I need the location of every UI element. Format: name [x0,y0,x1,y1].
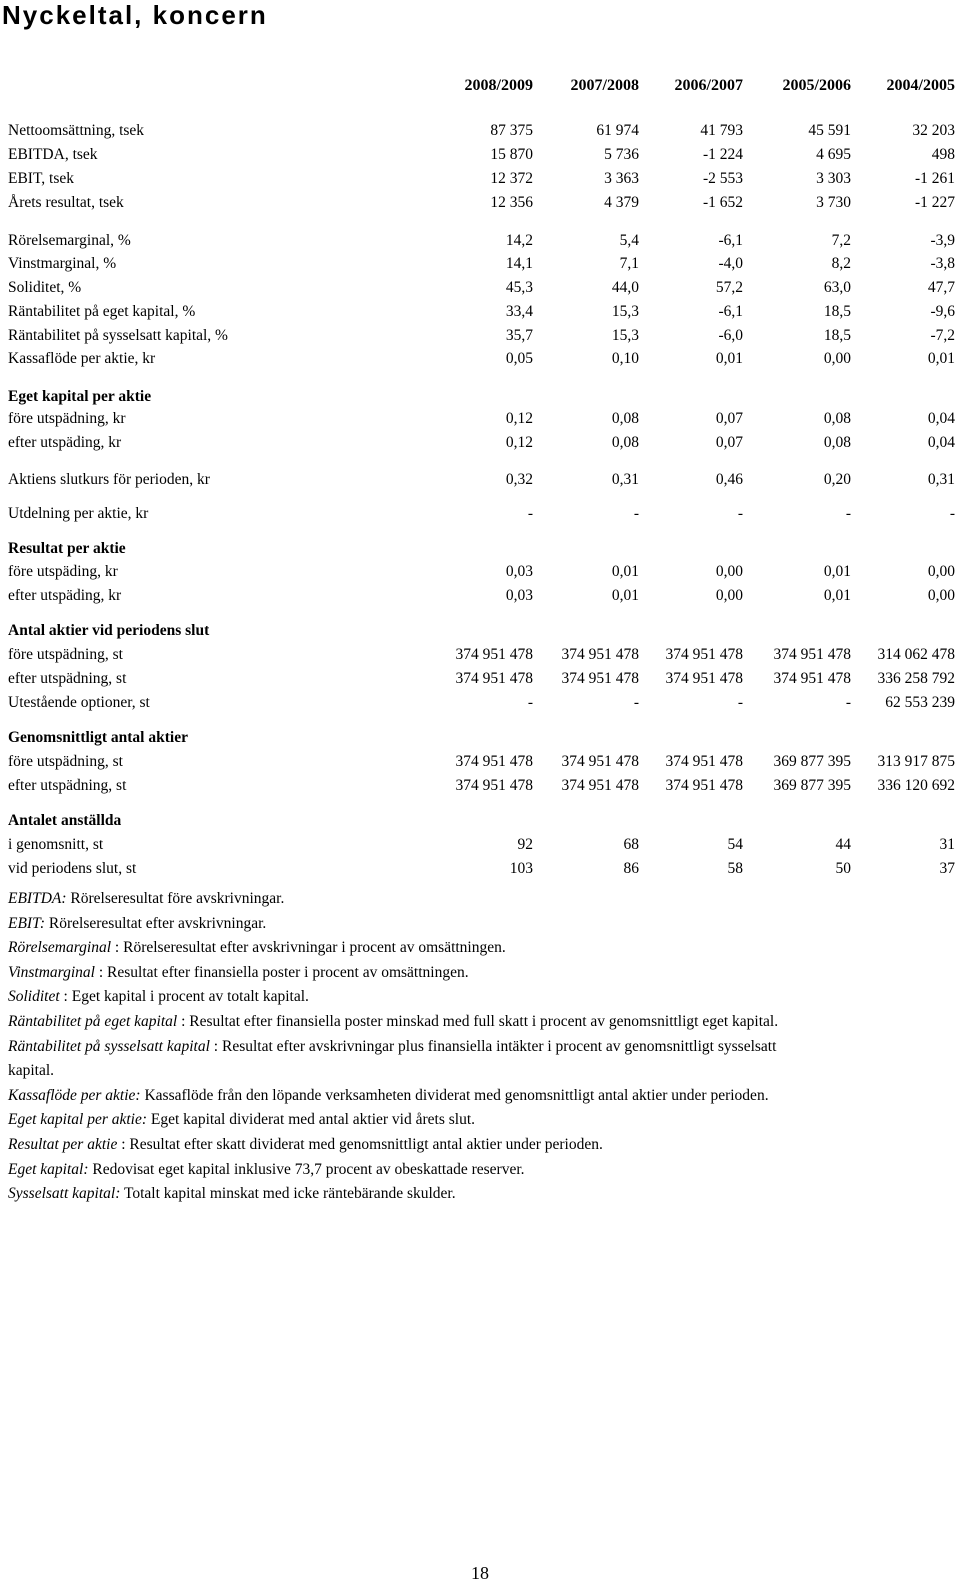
table-cell: -1 227 [914,194,955,211]
table-cell: 0,10 [611,350,639,367]
definition-text: Totalt kapital minskat med icke räntebärande skulder. [120,1185,456,1203]
table-cell: 18,5 [823,327,851,344]
table-cell: 0,31 [611,471,639,488]
definition-note [8,1182,788,1207]
table-cell: 0,32 [505,471,533,488]
table-cell: - [527,505,533,522]
table-cell: 0,20 [823,471,851,488]
row-label: Räntabilitet på eget kapital, % [8,303,196,320]
definition-text: Rörelseresultat före avskrivningar. [66,890,285,907]
section-heading-row [0,810,960,832]
table-cell: 336 120 692 [877,777,955,794]
table-cell: 0,00 [823,350,851,367]
table-cell: 0,08 [823,434,851,451]
table-cell: 0,31 [927,471,955,488]
table-row [0,692,960,714]
table-cell: - [737,694,743,711]
row-label: efter utspädning, st [8,670,127,687]
table-cell: -6,1 [718,232,743,249]
row-label: EBIT, tsek [8,170,75,187]
table-cell: 369 877 395 [773,777,851,794]
table-row [0,168,960,190]
row-label: EBITDA, tsek [8,146,98,163]
row-label: Utdelning per aktie, kr [8,505,149,522]
row-label: Antalet anställda [8,812,122,829]
definition-text: : Resultat efter finansiella poster i procent av omsättningen. [94,963,469,981]
table-cell: 0,08 [611,410,639,427]
table-cell: 44 [835,836,851,853]
table-cell: 12 356 [490,194,533,211]
row-label: efter utspädning, st [8,777,127,794]
table-cell: 5 736 [604,146,639,163]
table-cell: -4,0 [718,255,743,272]
table-cell: 0,08 [823,410,851,427]
table-row [0,120,960,142]
table-cell: 336 258 792 [877,670,955,687]
table-cell: - [633,694,639,711]
row-label: Soliditet, % [8,279,82,296]
definition-text: Kassaflöde från den löpande verksamheten dividerat med genomsnittligt antal aktier under perioden. [140,1086,769,1104]
table-cell: 374 951 478 [455,670,533,687]
page-title: Nyckeltal, koncern [2,0,268,30]
definition-term: Vinstmarginal [8,963,95,981]
definition-text: Eget kapital dividerat med antal aktier vid årets slut. [147,1111,476,1129]
definition-note [8,1158,788,1183]
definition-text: : Resultat efter skatt dividerat med genomsnittligt antal aktier under perioden. [117,1135,603,1153]
definition-note [8,961,788,986]
table-cell: 498 [931,146,955,163]
table-cell: 374 951 478 [561,777,639,794]
table-cell: -1 261 [914,170,955,187]
table-cell: 45 591 [808,122,851,139]
definition-term: Rörelsemarginal [8,939,112,957]
table-cell: 0,04 [927,434,955,451]
table-cell: -7,2 [930,327,955,344]
definition-term: Soliditet [8,988,60,1006]
table-row [0,668,960,690]
table-cell: 14,2 [505,232,533,249]
year-header: 2008/2009 [464,77,533,94]
table-row [0,432,960,454]
table-row [0,858,960,880]
table-cell: 50 [835,860,851,877]
definition-term: Sysselsatt kapital: [8,1185,121,1203]
table-row [0,751,960,773]
table-cell: 4 695 [816,146,851,163]
table-cell: -3,8 [930,255,955,272]
definition-term: EBIT: [8,914,46,932]
table-row [0,585,960,607]
table-cell: 45,3 [505,279,533,296]
table-cell: 14,1 [505,255,533,272]
row-label: Nettoomsättning, tsek [8,122,145,139]
row-label: Eget kapital per aktie [8,388,152,405]
table-cell: 12 372 [490,170,533,187]
table-cell: 58 [727,860,743,877]
definition-term: Räntabilitet på sysselsatt kapital [8,1037,210,1055]
table-cell: 3 363 [604,170,639,187]
table-cell: 0,07 [715,410,743,427]
page-number: 18 [471,1563,489,1583]
table-cell: 92 [517,836,533,853]
table-cell: 31 [939,836,955,853]
year-header: 2005/2006 [782,77,851,94]
table-row [0,192,960,214]
table-cell: 374 951 478 [665,670,743,687]
row-label: före utspädning, kr [8,410,126,427]
table-cell: 37 [939,860,955,877]
table-row [0,325,960,347]
row-label: Årets resultat, tsek [8,194,124,211]
row-label: Antal aktier vid periodens slut [8,622,210,639]
table-cell: 68 [623,836,639,853]
definition-text: : Resultat efter avskrivningar plus finansiella intäkter i procent av genomsnittligt sysselsatt kapital. [8,1037,777,1080]
year-header: 2006/2007 [674,77,743,94]
table-cell: 374 951 478 [455,777,533,794]
row-label: efter utspäding, kr [8,587,122,604]
table-cell: 33,4 [505,303,533,320]
table-cell: 374 951 478 [773,670,851,687]
table-cell: 0,03 [505,563,533,580]
table-cell: 35,7 [505,327,533,344]
table-row [0,230,960,252]
table-cell: 0,00 [927,587,955,604]
table-cell: - [949,505,955,522]
table-cell: - [737,505,743,522]
definition-note [8,1133,788,1158]
definition-term: Räntabilitet på eget kapital [8,1012,178,1030]
table-cell: 0,00 [715,563,743,580]
table-cell: 3 730 [816,194,851,211]
year-header: 2004/2005 [886,77,955,94]
definition-note [8,912,788,937]
table-cell: 374 951 478 [455,646,533,663]
table-cell: 0,08 [611,434,639,451]
table-cell: 0,01 [927,350,955,367]
table-row [0,503,960,525]
row-label: Resultat per aktie [8,540,126,557]
table-cell: 0,07 [715,434,743,451]
table-row [0,144,960,166]
row-label: Genomsnittligt antal aktier [8,729,188,746]
table-cell: -6,1 [718,303,743,320]
table-row [0,408,960,430]
table-cell: 87 375 [490,122,533,139]
table-cell: 18,5 [823,303,851,320]
table-cell: - [845,505,851,522]
table-cell: -1 224 [702,146,743,163]
table-row [0,348,960,370]
row-label: Vinstmarginal, % [8,255,117,272]
row-label: Utestående optioner, st [8,694,150,711]
table-cell: 313 917 875 [877,753,955,770]
table-cell: 57,2 [715,279,743,296]
definition-term: Kassaflöde per aktie: [8,1086,141,1104]
table-cell: 7,1 [619,255,639,272]
table-cell: 314 062 478 [877,646,955,663]
table-cell: 374 951 478 [561,670,639,687]
row-label: Räntabilitet på sysselsatt kapital, % [8,327,228,344]
table-cell: 54 [727,836,743,853]
table-cell: 103 [509,860,533,877]
table-cell: 41 793 [700,122,743,139]
table-cell: -9,6 [930,303,955,320]
row-label: efter utspäding, kr [8,434,122,451]
table-cell: 47,7 [927,279,955,296]
table-cell: 8,2 [831,255,851,272]
table-row [0,775,960,797]
table-cell: 0,01 [823,563,851,580]
table-cell: 32 203 [912,122,955,139]
table-cell: 0,12 [505,410,533,427]
table-cell: 374 951 478 [561,753,639,770]
table-cell: 0,03 [505,587,533,604]
row-label: i genomsnitt, st [8,836,104,853]
table-row [0,301,960,323]
table-cell: -3,9 [930,232,955,249]
table-row [0,277,960,299]
row-label: vid periodens slut, st [8,860,137,877]
section-heading-row [0,386,960,408]
table-cell: - [633,505,639,522]
table-cell: -1 652 [702,194,743,211]
row-label: före utspädning, st [8,646,123,663]
table-cell: 3 303 [816,170,851,187]
table-cell: 374 951 478 [455,753,533,770]
table-row [0,644,960,666]
definition-term: Eget kapital per aktie: [8,1111,148,1129]
definition-note [8,985,788,1010]
table-cell: 62 553 239 [885,694,955,711]
table-cell: 44,0 [611,279,639,296]
definition-text: : Resultat efter finansiella poster minskad med full skatt i procent av genomsnittligt eget kapital. [177,1012,779,1030]
table-cell: 86 [623,860,639,877]
row-label: före utspädning, st [8,753,123,770]
table-cell: 0,01 [611,587,639,604]
definitions-notes [8,887,788,1207]
definition-text: Redovisat eget kapital inklusive 73,7 procent av obeskattade reserver. [88,1160,525,1178]
table-cell: 374 951 478 [665,777,743,794]
table-cell: - [527,694,533,711]
table-row [0,561,960,583]
table-cell: 0,00 [715,587,743,604]
table-cell: 63,0 [823,279,851,296]
row-label: Aktiens slutkurs för perioden, kr [8,471,210,488]
definition-note [8,1084,788,1109]
table-row [0,253,960,275]
row-label: Rörelsemarginal, % [8,232,131,249]
definition-note [8,936,788,961]
definition-text: : Rörelseresultat efter avskrivningar i procent av omsättningen. [111,939,506,957]
row-label: Kassaflöde per aktie, kr [8,350,156,367]
definition-note [8,887,788,912]
definition-text: : Eget kapital i procent av totalt kapital. [59,988,309,1006]
year-header: 2007/2008 [570,77,639,94]
table-cell: 374 951 478 [773,646,851,663]
table-cell: 0,01 [715,350,743,367]
definition-note [8,1035,788,1084]
table-cell: 0,05 [505,350,533,367]
table-cell: -6,0 [718,327,743,344]
table-cell: 15 870 [490,146,533,163]
definition-note [8,1010,788,1035]
table-cell: 5,4 [619,232,639,249]
definition-note [8,1108,788,1133]
table-cell: 374 951 478 [665,646,743,663]
table-cell: - [845,694,851,711]
table-row [0,469,960,491]
table-cell: 0,12 [505,434,533,451]
year-header-row [0,75,960,97]
definition-term: Resultat per aktie [8,1135,118,1153]
section-heading-row [0,620,960,642]
row-label: före utspäding, kr [8,563,118,580]
definition-term: EBITDA: [8,890,67,907]
table-cell: 0,00 [927,563,955,580]
section-heading-row [0,538,960,560]
table-cell: 0,46 [715,471,743,488]
table-cell: 4 379 [604,194,639,211]
table-cell: 7,2 [831,232,851,249]
table-cell: 0,01 [823,587,851,604]
table-cell: 15,3 [611,303,639,320]
table-cell: 0,04 [927,410,955,427]
table-cell: 15,3 [611,327,639,344]
table-cell: 374 951 478 [561,646,639,663]
table-cell: 374 951 478 [665,753,743,770]
definition-text: Rörelseresultat efter avskrivningar. [45,914,267,932]
definition-term: Eget kapital: [8,1160,89,1178]
table-cell: -2 553 [702,170,743,187]
table-row [0,834,960,856]
table-cell: 369 877 395 [773,753,851,770]
section-heading-row [0,727,960,749]
table-cell: 0,01 [611,563,639,580]
table-cell: 61 974 [596,122,639,139]
